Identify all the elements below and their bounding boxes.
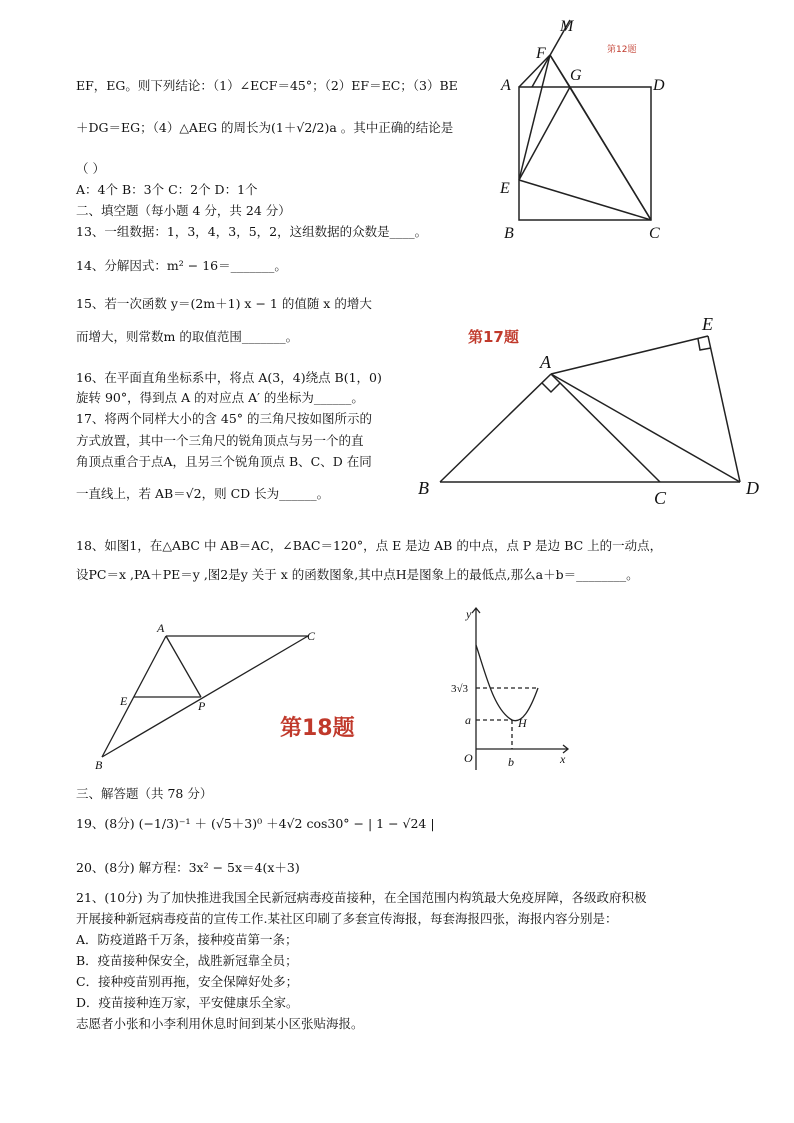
q17-line4: 一直线上，若 AB＝√2，则 CD 长为______。 bbox=[76, 486, 330, 501]
q13: 13、一组数据：1，3，4，3，5，2，这组数据的众数是____。 bbox=[76, 224, 428, 239]
q18-figure1 bbox=[85, 615, 415, 775]
q18-pt-a: A bbox=[157, 621, 165, 635]
q17-line-ae bbox=[551, 336, 708, 374]
q12-figure bbox=[490, 10, 690, 245]
q17-line1: 17、将两个同样大小的含 45° 的三角尺按如图所示的 bbox=[76, 411, 373, 426]
q12-line2: ＋DG＝EG；（4）△AEG 的周长为(1＋√2/2)a 。其中正确的结论是 bbox=[76, 120, 454, 135]
q20: 20、(8分) 解方程：3x² − 5x＝4(x＋3) bbox=[76, 860, 300, 875]
q17-line3: 角顶点重合于点A，且另三个锐角顶点 B、C、D 在同 bbox=[76, 454, 372, 469]
q21-line2: 开展接种新冠病毒疫苗的宣传工作.某社区印刷了多套宣传海报，每套海报四张，海报内容分别是： bbox=[76, 911, 618, 926]
q12-pt-f: F bbox=[536, 45, 546, 62]
q17-fig-label: 第17题 bbox=[468, 328, 519, 346]
q17-figure bbox=[410, 310, 770, 510]
q12-fig-label: 第12题 bbox=[607, 45, 637, 55]
q18-fig-label: 第18题 bbox=[280, 716, 355, 741]
q12-line1: EF，EG。则下列结论：（1）∠ECF＝45°；（2）EF＝EC；（3）BE bbox=[76, 78, 458, 93]
q18-curve bbox=[476, 645, 538, 721]
q17-line-ac bbox=[551, 374, 660, 482]
q17-pt-d: D bbox=[746, 478, 759, 498]
q16-line2: 旋转 90°，得到点 A 的对应点 A′ 的坐标为______。 bbox=[76, 390, 364, 405]
q12-pt-m: M bbox=[560, 18, 574, 35]
section2-heading: 二、填空题（每小题 4 分，共 24 分） bbox=[76, 203, 291, 218]
q18-pt-e: E bbox=[120, 694, 128, 708]
q17-line-ab bbox=[440, 374, 551, 482]
q18-graph-3r3: 3√3 bbox=[451, 683, 469, 695]
q14: 14、分解因式：m² − 16＝_______。 bbox=[76, 258, 287, 273]
q12-line-ef bbox=[519, 55, 550, 180]
q21-option-b: B．疫苗接种保安全，战胜新冠靠全员； bbox=[76, 953, 298, 968]
q18-line-bc bbox=[102, 636, 308, 757]
q17-pt-b: B bbox=[418, 478, 429, 498]
q21-last: 志愿者小张和小李利用休息时间到某小区张贴海报。 bbox=[76, 1016, 364, 1031]
q18-graph-y: y bbox=[466, 607, 472, 621]
q18-line-ap bbox=[166, 636, 201, 697]
q12-pt-a: A bbox=[501, 77, 511, 94]
q18-graph-x: x bbox=[560, 752, 566, 766]
q18-line2: 设PC＝x ,PA＋PE＝y ,图2是y 关于 x 的函数图象,其中点H是图象上的最低点,那么a＋b＝________。 bbox=[76, 567, 639, 582]
q18-pt-b: B bbox=[95, 758, 103, 772]
q18-pt-c: C bbox=[307, 629, 316, 643]
q21-line1: 21、(10分) 为了加快推进我国全民新冠病毒疫苗接种，在全国范围内构筑最大免疫屏障，各级政府积极 bbox=[76, 890, 647, 905]
q21-option-d: D．疫苗接种连万家，平安健康乐全家。 bbox=[76, 995, 299, 1010]
q12-line-ec bbox=[519, 180, 651, 220]
q18-graph-o: O bbox=[464, 751, 473, 765]
q18-graph-h: H bbox=[518, 716, 527, 730]
q12-pt-c: C bbox=[649, 225, 660, 242]
q12-pt-d: D bbox=[653, 77, 665, 94]
q15-line2: 而增大，则常数m 的取值范围_______。 bbox=[76, 329, 299, 344]
q21-option-a: A．防疫道路千万条，接种疫苗第一条； bbox=[76, 932, 298, 947]
q17-pt-a: A bbox=[540, 352, 551, 372]
q17-line-ad bbox=[551, 374, 740, 482]
q15-line1: 15、若一次函数 y＝(2m＋1) x − 1 的值随 x 的增大 bbox=[76, 296, 372, 311]
q12-options: A：4个 B：3个 C：2个 D：1个 bbox=[76, 182, 258, 197]
q17-right-angle-a bbox=[542, 383, 560, 392]
q18-line1: 18、如图1，在△ABC 中 AB＝AC，∠BAC＝120°，点 E 是边 AB 的中点，点 P 是边 BC 上的一动点， bbox=[76, 538, 663, 553]
q18-pt-p: P bbox=[198, 699, 206, 713]
q17-pt-c: C bbox=[654, 488, 667, 508]
q17-pt-e: E bbox=[702, 314, 713, 334]
q12-paren: （ ） bbox=[76, 161, 105, 176]
q18-graph-a: a bbox=[465, 713, 471, 727]
q19: 19、(8分) (−1/3)⁻¹ ＋ (√5＋3)⁰ ＋4√2 cos30° − | 1 − √24 | bbox=[76, 816, 435, 831]
q12-pt-g: G bbox=[570, 67, 582, 84]
q17-line-ed bbox=[708, 336, 740, 482]
q12-line-eg bbox=[519, 87, 570, 180]
q12-pt-e: E bbox=[500, 180, 510, 197]
q21-option-c: C．接种疫苗别再拖，安全保障好处多； bbox=[76, 974, 299, 989]
q12-line-gc bbox=[570, 87, 651, 220]
section3-heading: 三、解答题（共 78 分） bbox=[76, 786, 213, 801]
q18-graph-b: b bbox=[508, 755, 514, 769]
q18-graph bbox=[440, 600, 590, 775]
q12-pt-b: B bbox=[504, 225, 514, 242]
q17-line2: 方式放置，其中一个三角尺的锐角顶点与另一个的直 bbox=[76, 433, 364, 448]
q16-line1: 16、在平面直角坐标系中，将点 A(3，4)绕点 B(1，0) bbox=[76, 370, 382, 385]
